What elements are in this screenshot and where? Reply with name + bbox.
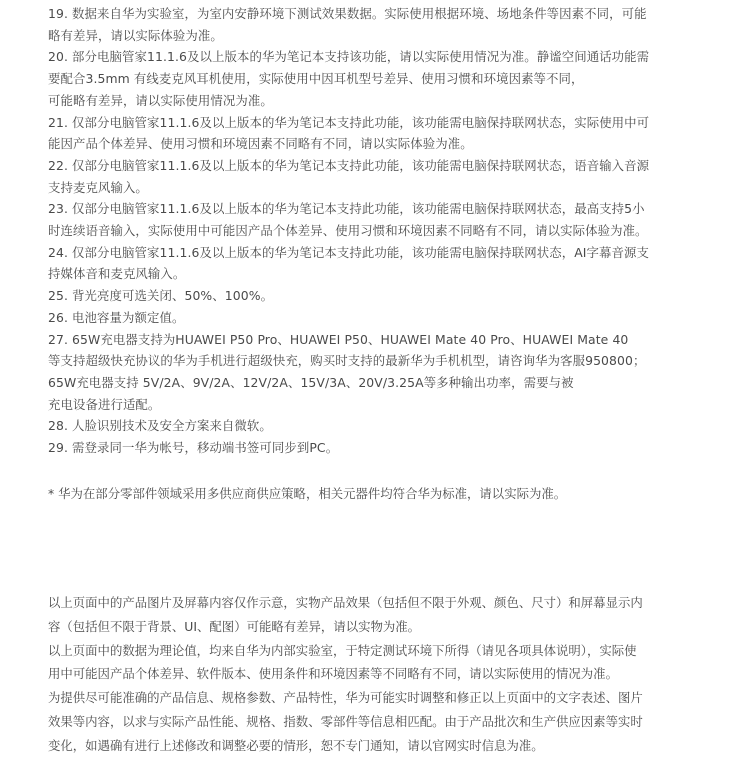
disclaimer-line: 用中可能因产品个体差异、软件版本、使用条件和环境因素等不同略有不同，请以实际使用的情况为准。 bbox=[48, 666, 618, 682]
note-line: 20. 部分电脑管家11.1.6及以上版本的华为笔记本支持该功能，请以实际使用情况为准。静谧空间通话功能需 bbox=[48, 49, 650, 65]
note-line: 26. 电池容量为额定值。 bbox=[48, 309, 185, 325]
note-19 bbox=[48, 3, 708, 46]
note-line: 23. 仅部分电脑管家11.1.6及以上版本的华为笔记本支持此功能，该功能需电脑保持联网状态，最高支持5小 bbox=[48, 201, 645, 217]
disclaimer-line: 效果等内容，以求与实际产品性能、规格、指数、零部件等信息相匹配。由于产品批次和生产供应因素等实时 bbox=[48, 713, 643, 729]
note-20 bbox=[48, 46, 708, 111]
note-23 bbox=[48, 198, 708, 241]
note-line: 可能略有差异，请以实际使用情况为准。 bbox=[48, 92, 273, 108]
note-line: 19. 数据来自华为实验室，为室内安静环境下测试效果数据。实际使用根据环境、场地条件等因素不同，可能 bbox=[48, 6, 647, 21]
note-24 bbox=[48, 242, 708, 285]
note-22 bbox=[48, 155, 708, 198]
note-line: 29. 需登录同一华为帐号，移动端书签可同步到PC。 bbox=[48, 440, 339, 456]
disclaimer-line: 以上页面中的产品图片及屏幕内容仅作示意，实物产品效果（包括但不限于外观、颜色、尺寸）和屏幕显示内 bbox=[48, 595, 643, 610]
disclaimer-line: 以上页面中的数据为理论值，均来自华为内部实验室，于特定测试环境下所得（请见各项具体说明），实际使 bbox=[48, 642, 637, 658]
footnotes-list bbox=[48, 3, 708, 459]
note-line: 28. 人脸识别技术及安全方案来自微软。 bbox=[48, 418, 272, 434]
note-line: 时连续语音输入，实际使用中可能因产品个体差异、使用习惯和环境因素不同略有不同，请以实际体验为准。 bbox=[48, 223, 648, 239]
note-line: 25. 背光亮度可选关闭、50%、100%。 bbox=[48, 288, 274, 304]
note-line: 略有差异，请以实际体验为准。 bbox=[48, 27, 223, 43]
note-29 bbox=[48, 437, 708, 459]
note-line: 能因产品个体差异、使用习惯和环境因素不同略有不同，请以实际体验为准。 bbox=[48, 136, 473, 152]
note-28 bbox=[48, 415, 708, 437]
disclaimer-line: 变化，如遇确有进行上述修改和调整必要的情形，恕不专门通知，请以官网实时信息为准。 bbox=[48, 737, 544, 753]
note-line: 21. 仅部分电脑管家11.1.6及以上版本的华为笔记本支持此功能，该功能需电脑保持联网状态，实际使用中可 bbox=[48, 114, 650, 130]
disclaimer-data bbox=[48, 639, 708, 687]
disclaimer-images bbox=[48, 591, 708, 639]
note-line: 充电设备进行适配。 bbox=[48, 396, 161, 412]
note-line: 持媒体音和麦克风输入。 bbox=[48, 266, 186, 282]
note-line: 要配合3.5mm 有线麦克风耳机使用，实际使用中因耳机型号差异、使用习惯和环境因素等不同， bbox=[48, 71, 584, 87]
note-line: 24. 仅部分电脑管家11.1.6及以上版本的华为笔记本支持此功能，该功能需电脑保持联网状态，AI字幕音源支 bbox=[48, 244, 649, 260]
supplier-footnote: * 华为在部分零部件领域采用多供应商供应策略，相关元器件均符合华为标准，请以实际为准。 bbox=[48, 486, 567, 501]
disclaimer-block bbox=[48, 591, 708, 758]
note-line: 支持麦克风输入。 bbox=[48, 179, 148, 195]
note-line: 27. 65W充电器支持为HUAWEI P50 Pro、HUAWEI P50、HUAWEI Mate 40 Pro、HUAWEI Mate 40 bbox=[48, 331, 629, 347]
disclaimer-line: 容（包括但不限于背景、UI、配图）可能略有差异，请以实物为准。 bbox=[48, 618, 421, 634]
disclaimer-line: 为提供尽可能准确的产品信息、规格参数、产品特性，华为可能实时调整和修正以上页面中的文字表述、图片 bbox=[48, 690, 643, 706]
note-27 bbox=[48, 329, 708, 416]
note-line: 22. 仅部分电脑管家11.1.6及以上版本的华为笔记本支持此功能，该功能需电脑保持联网状态，语音输入音源 bbox=[48, 157, 650, 173]
note-26 bbox=[48, 307, 708, 329]
disclaimer-updates bbox=[48, 686, 708, 757]
note-25 bbox=[48, 285, 708, 307]
note-line: 65W充电器支持 5V/2A、9V/2A、12V/2A、15V/3A、20V/3.25A等多种输出功率，需要与被 bbox=[48, 374, 574, 390]
note-21 bbox=[48, 112, 708, 155]
note-line: 等支持超级快充协议的华为手机进行超级快充，购买时支持的最新华为手机机型，请咨询华为客服950800； bbox=[48, 353, 646, 369]
